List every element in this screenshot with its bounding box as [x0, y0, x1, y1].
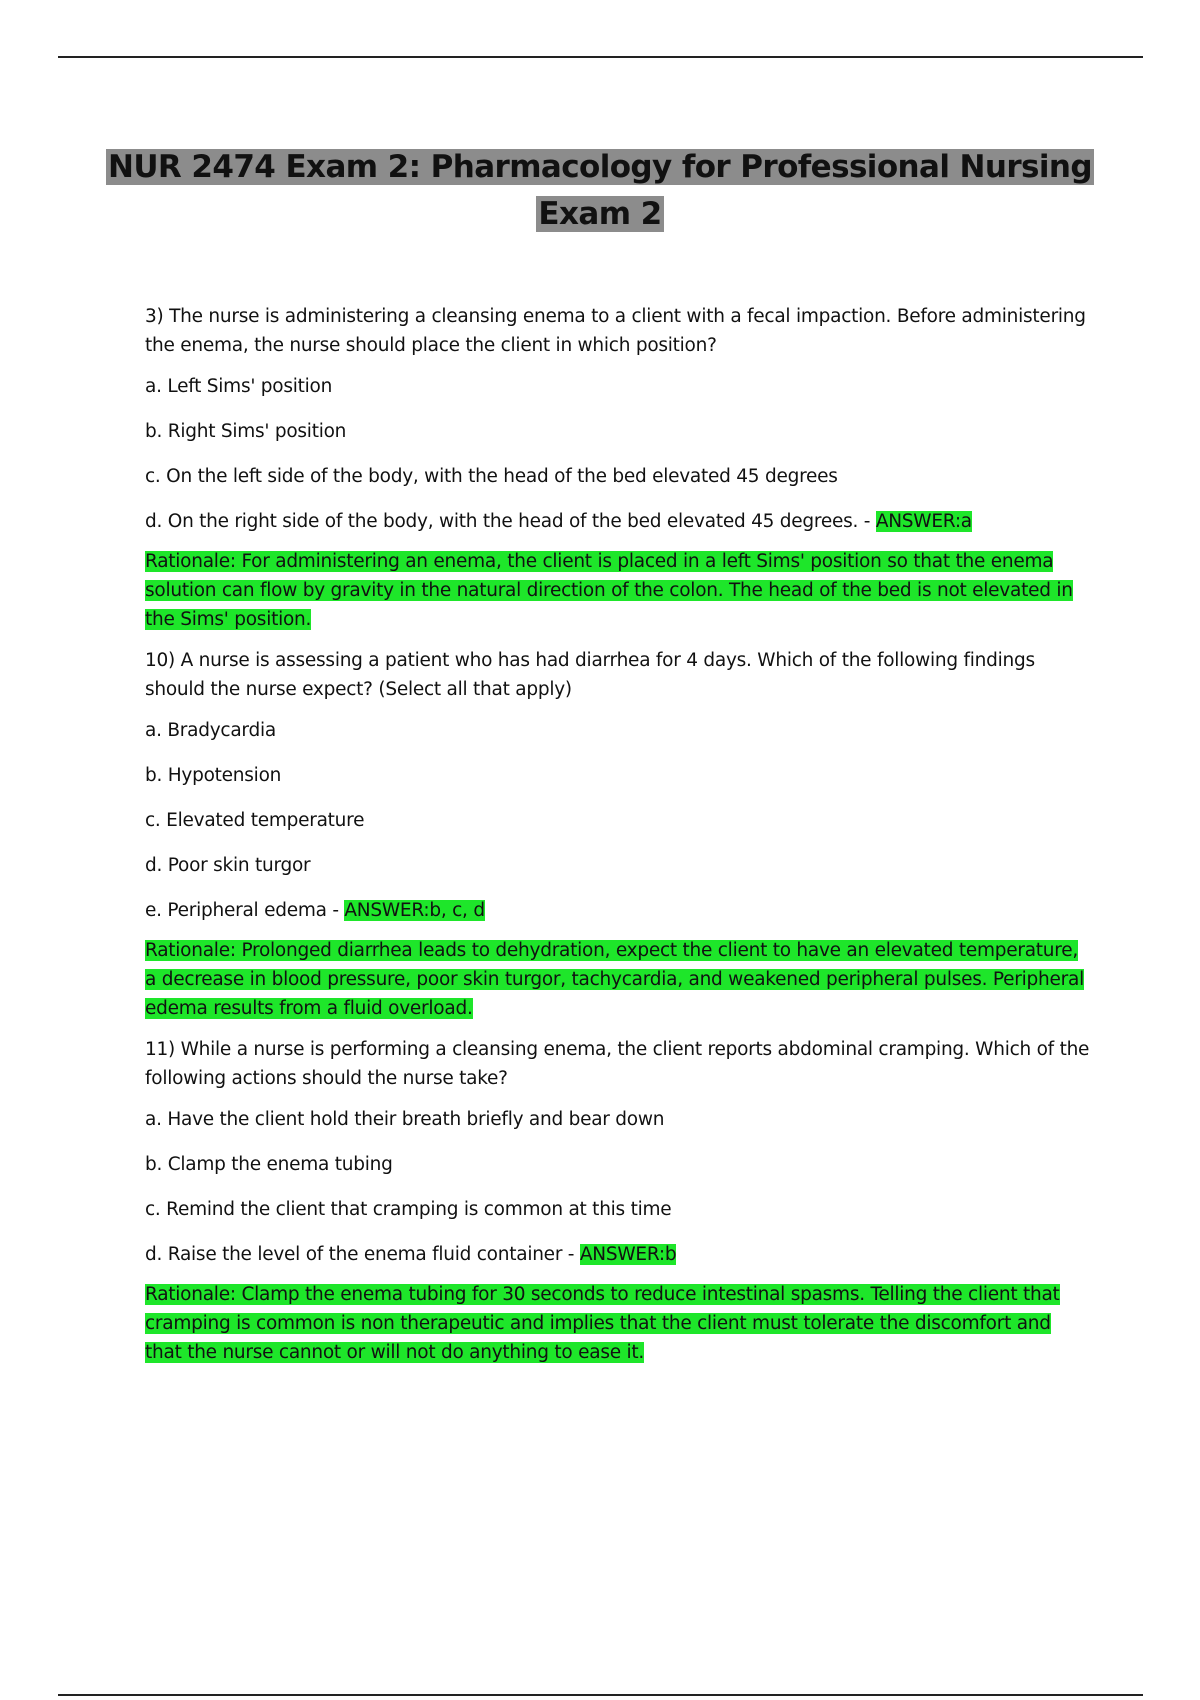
bottom-rule — [58, 1694, 1143, 1696]
answer-option: b. Right Sims' position — [145, 421, 347, 442]
answer-key: ANSWER:a — [875, 511, 972, 532]
rationale-text: Rationale: Clamp the enema tubing for 30 seconds to reduce intestinal spasms. Telling the client that cramping is common is non therapeutic and implies that the client must tolerate the discomfort and that the nurse cannot or will not do anything to ease it. — [145, 1284, 1060, 1363]
rationale-text: Rationale: For administering an enema, the client is placed in a left Sims' position so that the enema solution can flow by gravity in the natural direction of the colon. The head of the bed is not elevated in the Sims' position. — [145, 551, 1073, 630]
answer-option: c. Remind the client that cramping is common at this time — [145, 1199, 672, 1220]
title-line-2: Exam 2 — [538, 196, 662, 232]
rationale — [145, 547, 1090, 634]
answer-key: ANSWER:b, c, d — [344, 900, 485, 921]
rationale-text: Rationale: Prolonged diarrhea leads to dehydration, expect the client to have an elevated temperature, a decrease in blood pressure, poor skin turgor, tachycardia, and weakened peripheral pulses. Peripheral edema results from a fluid overload. — [145, 940, 1084, 1019]
question-stem: 10) A nurse is assessing a patient who has had diarrhea for 4 days. Which of the following findings should the nurse expect? (Select all that apply) — [145, 650, 1035, 700]
answer-option-with-key — [145, 507, 1090, 536]
answer-option: a. Left Sims' position — [145, 376, 333, 397]
answer-option: b. Hypotension — [145, 765, 282, 786]
answer-option: a. Have the client hold their breath briefly and bear down — [145, 1109, 665, 1130]
question-stem: 3) The nurse is administering a cleansing enema to a client with a fecal impaction. Before administering the enema, the nurse should place the client in which position? — [145, 306, 1086, 356]
answer-option: c. Elevated temperature — [145, 810, 365, 831]
rationale — [145, 936, 1090, 1023]
top-rule — [58, 56, 1143, 58]
question-stem: 11) While a nurse is performing a cleansing enema, the client reports abdominal cramping. Which of the following actions should the nurse take? — [145, 1039, 1090, 1089]
answer-option: e. Peripheral edema - — [145, 900, 345, 921]
document-title — [0, 144, 1200, 238]
answer-option: b. Clamp the enema tubing — [145, 1154, 393, 1175]
answer-option: a. Bradycardia — [145, 720, 276, 741]
answer-option: d. Raise the level of the enema fluid container - — [145, 1244, 580, 1265]
answer-option: d. On the right side of the body, with the head of the bed elevated 45 degrees. - — [145, 511, 876, 532]
answer-option-with-key — [145, 896, 1090, 925]
rationale — [145, 1280, 1090, 1367]
title-line-1: NUR 2474 Exam 2: Pharmacology for Professional Nursing — [108, 149, 1092, 185]
answer-key: ANSWER:b — [579, 1244, 677, 1265]
answer-option: c. On the left side of the body, with the head of the bed elevated 45 degrees — [145, 466, 838, 487]
answer-option-with-key — [145, 1240, 1090, 1269]
document-body — [145, 302, 1090, 1379]
answer-option: d. Poor skin turgor — [145, 855, 311, 876]
